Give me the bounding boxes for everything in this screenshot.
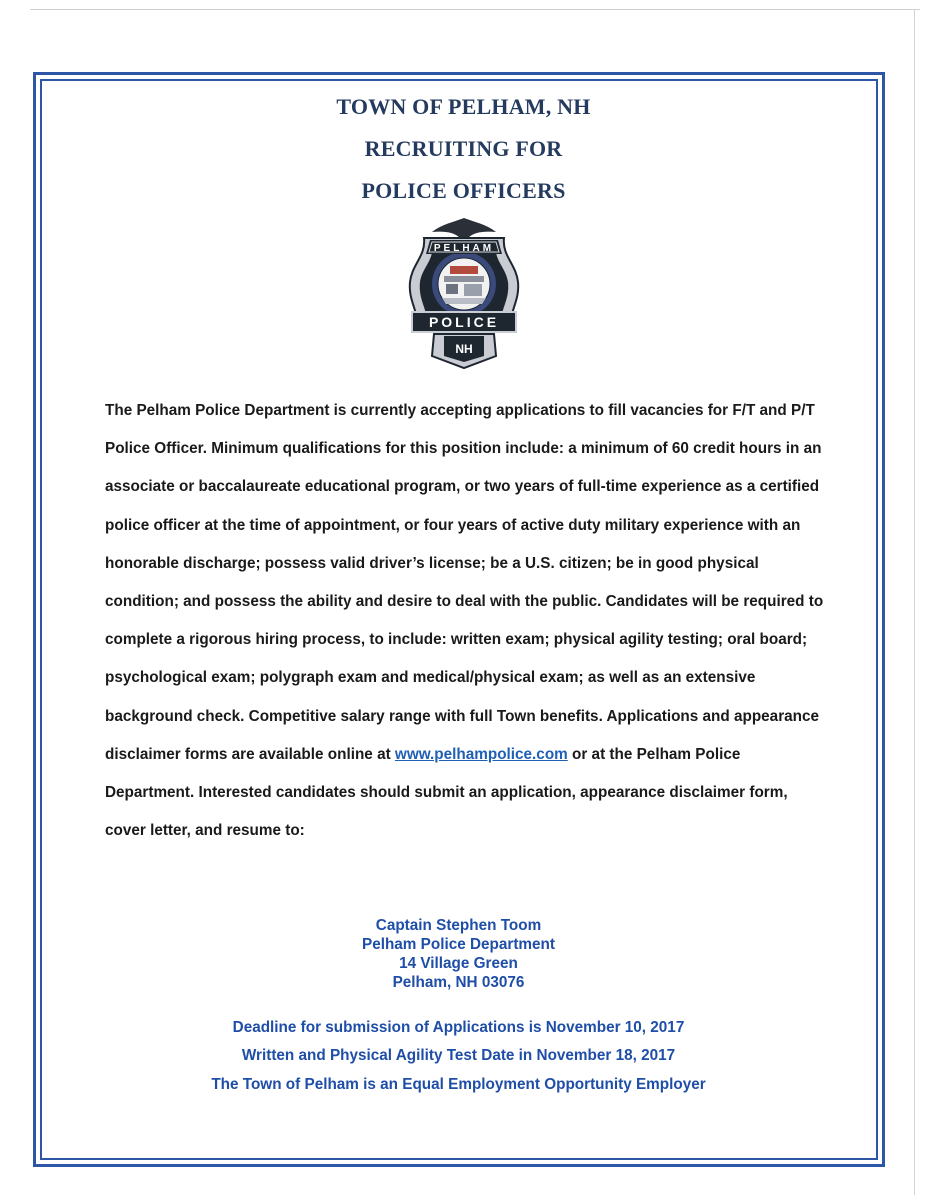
badge-eagle <box>432 218 496 238</box>
flyer-title-position: POLICE OFFICERS <box>361 178 566 203</box>
description-text-1: The Pelham Police Department is currently accepting applications to fill vacancies for F/T and P/T Police Officer. Minimum qualifications for this position include: a minimum of 60 credit hours in an associate or baccalaureate educational program, or two years of full-time experience as a certified police officer at the time of appointment, or four years of active duty military experience with an honorable discharge; possess valid driver’s license; be a U.S. citizen; be in good physical condition; and possess the ability and desire to deal with the public. Candidates will be required to complete a rigorous hiring process, to include: written exam; physical agility testing; oral board; psychological exam; polygraph exam and medical/physical exam; as well as an extensive background check. Competitive salary range with full Town benefits. Applications and appearance disclaimer forms are available online at <box>105 402 824 763</box>
flyer-title-recruiting: RECRUITING FOR <box>364 136 563 161</box>
address-city: Pelham, NH 03076 <box>392 974 525 991</box>
badge-top-text: PELHAM <box>433 243 495 254</box>
website-link[interactable]: www.pelhampolice.com <box>394 745 568 763</box>
flyer-title-town: TOWN OF PELHAM, NH <box>336 94 591 119</box>
badge-middle-text: POLICE <box>428 314 500 330</box>
description-text-2: or at the Pelham Police Department. Interested candidates should submit an application, appearance disclaimer form, cover letter, and resume to: <box>105 745 788 840</box>
badge-bottom-text: NH <box>455 342 473 356</box>
police-badge-icon <box>404 216 524 372</box>
deadline-note: Deadline for submission of Applications is November 10, 2017 <box>232 1019 685 1036</box>
address-street: 14 Village Green <box>399 955 518 972</box>
recruitment-description <box>105 392 825 850</box>
address-org: Pelham Police Department <box>362 936 555 953</box>
scan-edge-top <box>30 9 920 10</box>
test-date-note: Written and Physical Agility Test Date in November 18, 2017 <box>241 1047 676 1064</box>
address-name: Captain Stephen Toom <box>375 917 542 934</box>
eeo-note: The Town of Pelham is an Equal Employment Opportunity Employer <box>211 1076 706 1093</box>
